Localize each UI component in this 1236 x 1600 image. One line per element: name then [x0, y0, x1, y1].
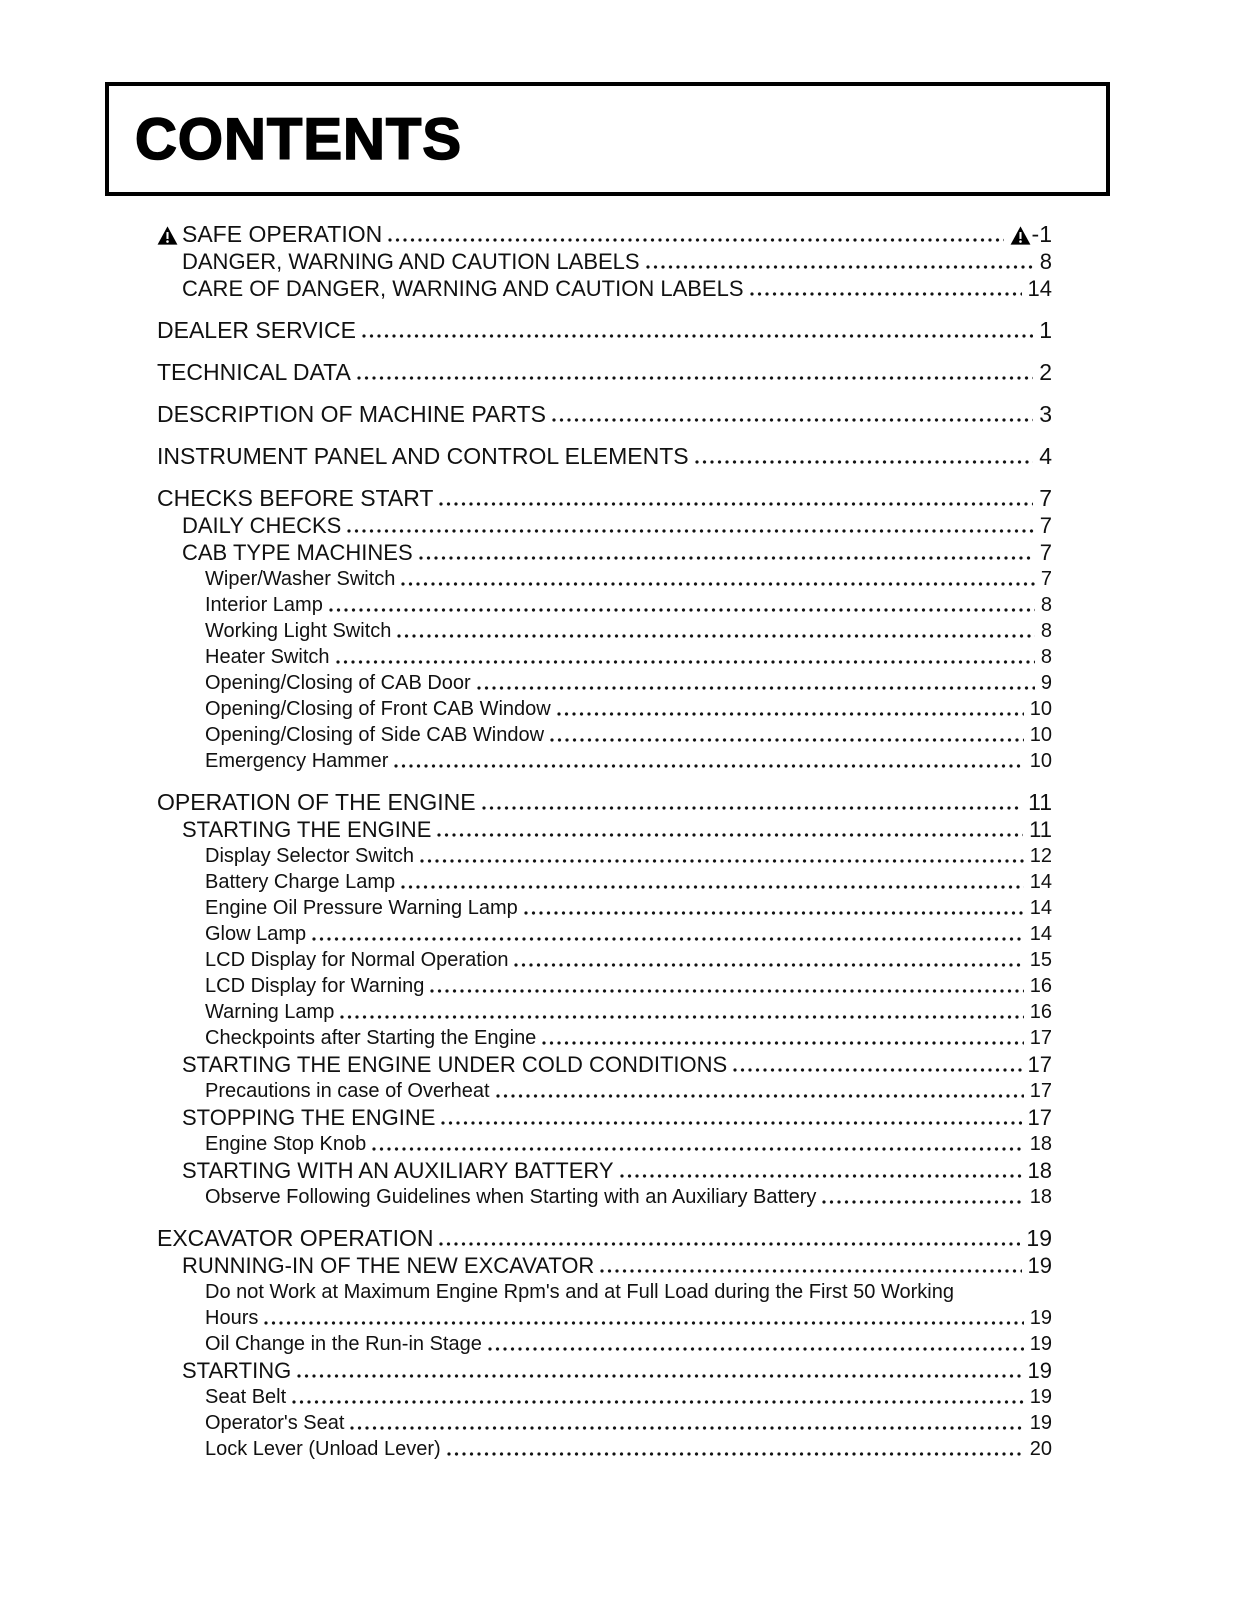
dot-leader	[488, 1347, 1024, 1351]
toc-entry	[157, 843, 1052, 869]
dot-leader	[297, 1374, 1021, 1378]
toc-entry	[157, 1252, 1052, 1279]
toc-entry-page	[1030, 1410, 1052, 1436]
toc-entry	[157, 1157, 1052, 1184]
toc-entry	[157, 317, 1052, 344]
dot-leader	[439, 1242, 1020, 1246]
dot-leader	[514, 963, 1023, 967]
toc-entry-page	[1030, 921, 1052, 947]
toc-entry-page	[1030, 1384, 1052, 1410]
toc-entry-page	[1030, 895, 1052, 921]
toc-entry-label: STARTING THE ENGINE UNDER COLD CONDITIONS	[182, 1052, 728, 1077]
dot-leader	[430, 989, 1023, 993]
dot-leader	[822, 1200, 1023, 1204]
toc-entry	[157, 670, 1052, 696]
toc-entry-page-number: 18	[1029, 1186, 1052, 1208]
toc-group	[157, 443, 1052, 470]
toc-entry-label: Hours	[205, 1307, 259, 1329]
toc-entry-page	[1028, 1104, 1052, 1131]
toc-entry-page-number: 11	[1029, 817, 1052, 842]
toc-entry-label: LCD Display for Warning	[205, 975, 425, 997]
toc-entry	[157, 618, 1052, 644]
toc-entry	[157, 1305, 1052, 1331]
toc-entry-page-number: 19	[1029, 1307, 1052, 1329]
toc-entry-page-number: 14	[1029, 923, 1052, 945]
toc-entry	[157, 921, 1052, 947]
toc-entry-page	[1040, 512, 1052, 539]
dot-leader	[362, 334, 1033, 338]
toc-entry-page-number: 2	[1039, 359, 1052, 385]
toc-entry-label: Opening/Closing of Side CAB Window	[205, 724, 545, 746]
dot-leader	[542, 1041, 1023, 1045]
toc-entry	[157, 1104, 1052, 1131]
dot-leader	[388, 238, 1003, 242]
toc-entry-label: DANGER, WARNING AND CAUTION LABELS	[182, 249, 640, 274]
toc-entry-label: Glow Lamp	[205, 923, 307, 945]
dot-leader	[419, 556, 1034, 560]
page-title: CONTENTS	[135, 106, 462, 172]
toc-entry-page-number: 15	[1029, 949, 1052, 971]
toc-entry-label: TECHNICAL DATA	[157, 359, 351, 385]
dot-leader	[350, 1426, 1023, 1430]
toc-entry-page	[1039, 443, 1052, 470]
toc-entry-page	[1040, 248, 1052, 275]
toc-entry	[157, 1357, 1052, 1384]
toc-entry-page	[1041, 670, 1052, 696]
toc-entry-page-number: 19	[1027, 1253, 1052, 1278]
toc-entry-page-number: 14	[1027, 276, 1052, 301]
toc-entry-page-number: 10	[1029, 724, 1052, 746]
toc-entry-page-number: 8	[1040, 594, 1052, 616]
toc-group	[157, 1225, 1052, 1462]
dot-leader	[437, 833, 1023, 837]
toc-entry-page	[1030, 973, 1052, 999]
toc-entry-page	[1030, 748, 1052, 774]
toc-entry	[157, 1384, 1052, 1410]
toc-entry-label: Battery Charge Lamp	[205, 871, 396, 893]
dot-leader	[552, 418, 1033, 422]
toc-entry-page-number: 8	[1039, 249, 1052, 274]
toc-entry-page-number: 19	[1027, 1358, 1052, 1383]
toc-entry-page-number: 10	[1029, 698, 1052, 720]
toc-entry-page	[1028, 789, 1052, 816]
toc-entry	[157, 359, 1052, 386]
toc-entry-page	[1030, 1305, 1052, 1331]
toc-entry	[157, 696, 1052, 722]
toc-entry-label: RUNNING-IN OF THE NEW EXCAVATOR	[182, 1253, 595, 1278]
dot-leader	[646, 265, 1034, 269]
dot-leader	[329, 608, 1035, 612]
toc-entry-label: Observe Following Guidelines when Starting with an Auxiliary Battery	[205, 1186, 817, 1208]
toc-entry-label: Do not Work at Maximum Engine Rpm's and at Full Load during the First 50 Working	[205, 1281, 954, 1303]
dot-leader	[600, 1269, 1021, 1273]
toc-entry-page	[1039, 359, 1052, 386]
dot-leader	[347, 529, 1033, 533]
toc-entry	[157, 947, 1052, 973]
dot-leader	[336, 660, 1035, 664]
toc-entry-page	[1030, 1078, 1052, 1104]
toc-entry-label: CAB TYPE MACHINES	[182, 540, 413, 565]
toc-entry-page-number: 16	[1029, 975, 1052, 997]
toc-entry-label: Wiper/Washer Switch	[205, 568, 396, 590]
toc-entry	[157, 1051, 1052, 1078]
toc-entry-page-number: 18	[1029, 1133, 1052, 1155]
toc-entry-page-number: 3	[1039, 401, 1052, 427]
toc-entry-label: Operator's Seat	[205, 1412, 345, 1434]
toc-entry-label: Oil Change in the Run-in Stage	[205, 1333, 482, 1355]
toc-entry-page	[1041, 566, 1052, 592]
toc-entry	[157, 973, 1052, 999]
toc-entry	[157, 248, 1052, 275]
toc-entry-page	[1028, 1357, 1052, 1384]
dot-leader	[394, 764, 1023, 768]
toc-entry-page-number: 17	[1029, 1027, 1052, 1049]
toc-entry-label: Interior Lamp	[205, 594, 323, 616]
toc-entry	[157, 816, 1052, 843]
toc-entry-page	[1030, 869, 1052, 895]
toc-entry-label: INSTRUMENT PANEL AND CONTROL ELEMENTS	[157, 443, 689, 469]
toc-entry-label: Seat Belt	[205, 1386, 287, 1408]
toc-entry-page	[1041, 644, 1052, 670]
contents-title-box	[105, 82, 1110, 196]
dot-leader	[357, 376, 1033, 380]
toc-group	[157, 317, 1052, 344]
toc-entry-page	[1028, 1252, 1052, 1279]
toc-entry	[157, 1410, 1052, 1436]
toc-entry-page	[1041, 592, 1052, 618]
toc-entry-page-number: 20	[1029, 1438, 1052, 1460]
toc-entry-page	[1026, 1225, 1052, 1252]
toc-entry-page	[1041, 618, 1052, 644]
toc-entry	[157, 644, 1052, 670]
dot-leader	[695, 460, 1034, 464]
dot-leader	[312, 937, 1024, 941]
toc-entry-label: CHECKS BEFORE START	[157, 485, 434, 511]
toc-entry-page	[1010, 221, 1052, 248]
toc-entry-page-number: 11	[1028, 789, 1052, 815]
dot-leader	[750, 292, 1022, 296]
toc-entry-page	[1030, 1025, 1052, 1051]
toc-group	[157, 221, 1052, 302]
toc-entry-page-number: 8	[1040, 646, 1052, 668]
toc-entry	[157, 999, 1052, 1025]
toc-entry-page-number: 9	[1040, 672, 1052, 694]
dot-leader	[482, 806, 1022, 810]
toc-entry-page-number: 8	[1040, 620, 1052, 642]
toc-entry	[157, 1279, 1052, 1305]
toc-entry	[157, 1436, 1052, 1462]
toc-entry-page-number: 19	[1029, 1386, 1052, 1408]
toc-entry	[157, 869, 1052, 895]
toc-entry-page	[1039, 401, 1052, 428]
dot-leader	[439, 502, 1033, 506]
toc-entry-page-number: 19	[1029, 1333, 1052, 1355]
toc-entry-page	[1030, 1184, 1052, 1210]
toc-entry	[157, 1131, 1052, 1157]
toc-entry-label: OPERATION OF THE ENGINE	[157, 789, 476, 815]
toc-entry	[157, 722, 1052, 748]
dot-leader	[524, 911, 1024, 915]
dot-leader	[292, 1400, 1024, 1404]
toc-entry	[157, 443, 1052, 470]
toc-entry-page	[1030, 696, 1052, 722]
dot-leader	[372, 1147, 1024, 1151]
toc-entry	[157, 566, 1052, 592]
toc-entry-label: SAFE OPERATION	[182, 221, 383, 247]
toc-entry-label: Heater Switch	[205, 646, 330, 668]
dot-leader	[401, 582, 1034, 586]
toc-entry	[157, 401, 1052, 428]
toc-entry-page-number: 19	[1029, 1412, 1052, 1434]
toc-entry-page	[1030, 722, 1052, 748]
toc-entry-label: DESCRIPTION OF MACHINE PARTS	[157, 401, 546, 427]
toc-entry	[157, 1331, 1052, 1357]
toc-entry-label: Engine Stop Knob	[205, 1133, 367, 1155]
toc-entry-page-number: 14	[1029, 897, 1052, 919]
toc-entry-page-number: 7	[1039, 513, 1052, 538]
toc-entry-page-number: 17	[1029, 1080, 1052, 1102]
toc-entry-label: CARE OF DANGER, WARNING AND CAUTION LABELS	[182, 276, 744, 301]
warning-triangle-icon	[157, 226, 178, 245]
toc-entry-page-number: 16	[1029, 1001, 1052, 1023]
toc-entry-label: Opening/Closing of CAB Door	[205, 672, 471, 694]
toc-entry-page	[1030, 999, 1052, 1025]
toc-entry-page-number: 7	[1039, 540, 1052, 565]
toc-entry-page-number: 4	[1039, 443, 1052, 469]
dot-leader	[447, 1452, 1024, 1456]
toc-entry-page-number: 19	[1026, 1225, 1052, 1251]
toc-group	[157, 401, 1052, 428]
dot-leader	[550, 738, 1024, 742]
dot-leader	[733, 1068, 1021, 1072]
toc-entry-label: STARTING THE ENGINE	[182, 817, 432, 842]
dot-leader	[397, 634, 1034, 638]
toc-list	[157, 221, 1052, 1477]
toc-entry-page	[1030, 947, 1052, 973]
toc-entry-label: Warning Lamp	[205, 1001, 335, 1023]
toc-entry-page-number: 14	[1029, 871, 1052, 893]
toc-entry-page	[1040, 539, 1052, 566]
toc-entry-label: Precautions in case of Overheat	[205, 1080, 490, 1102]
toc-entry-label: Checkpoints after Starting the Engine	[205, 1027, 537, 1049]
toc-entry	[157, 592, 1052, 618]
toc-entry	[157, 1184, 1052, 1210]
toc-entry	[157, 539, 1052, 566]
toc-entry-page	[1029, 816, 1052, 843]
toc-entry-label: DAILY CHECKS	[182, 513, 342, 538]
dot-leader	[557, 712, 1024, 716]
toc-entry-label: STARTING WITH AN AUXILIARY BATTERY	[182, 1158, 614, 1183]
dot-leader	[477, 686, 1035, 690]
toc-entry	[157, 789, 1052, 816]
toc-group	[157, 789, 1052, 1210]
dot-leader	[420, 859, 1024, 863]
toc-entry	[157, 485, 1052, 512]
toc-entry-page	[1028, 1157, 1052, 1184]
dot-leader	[401, 885, 1024, 889]
toc-entry	[157, 1078, 1052, 1104]
toc-entry-page-number: 7	[1039, 485, 1052, 511]
toc-entry	[157, 1225, 1052, 1252]
toc-entry-label: STOPPING THE ENGINE	[182, 1105, 436, 1130]
toc-entry-label: LCD Display for Normal Operation	[205, 949, 509, 971]
toc-entry	[157, 221, 1052, 248]
toc-entry-page	[1028, 275, 1052, 302]
toc-entry-label: STARTING	[182, 1358, 292, 1383]
toc-entry-label: Engine Oil Pressure Warning Lamp	[205, 897, 518, 919]
toc-entry-page-number: 10	[1029, 750, 1052, 772]
toc-entry-page-number: 7	[1040, 568, 1052, 590]
toc-group	[157, 359, 1052, 386]
dot-leader	[620, 1174, 1022, 1178]
toc-entry-page-number: 17	[1027, 1052, 1052, 1077]
toc-entry-label: Working Light Switch	[205, 620, 392, 642]
toc-entry-page-number: 1	[1039, 317, 1052, 343]
toc-entry-page-number: -1	[1031, 221, 1052, 247]
toc-entry-page	[1030, 843, 1052, 869]
dot-leader	[496, 1094, 1024, 1098]
toc-entry	[157, 1025, 1052, 1051]
toc-entry-page	[1030, 1131, 1052, 1157]
toc-entry	[157, 275, 1052, 302]
dot-leader	[340, 1015, 1023, 1019]
toc-group	[157, 485, 1052, 774]
toc-entry-page-number: 18	[1027, 1158, 1052, 1183]
toc-entry-label: Emergency Hammer	[205, 750, 389, 772]
dot-leader	[441, 1121, 1021, 1125]
toc-entry	[157, 895, 1052, 921]
toc-entry-label: Opening/Closing of Front CAB Window	[205, 698, 551, 720]
toc-entry	[157, 748, 1052, 774]
toc-entry-page	[1030, 1331, 1052, 1357]
toc-entry-page	[1039, 317, 1052, 344]
toc-entry-page	[1039, 485, 1052, 512]
dot-leader	[264, 1321, 1023, 1325]
toc-entry-label: Display Selector Switch	[205, 845, 414, 867]
warning-triangle-icon	[1010, 226, 1031, 245]
toc-entry-label: Lock Lever (Unload Lever)	[205, 1438, 441, 1460]
toc-entry-label: DEALER SERVICE	[157, 317, 356, 343]
toc-entry	[157, 512, 1052, 539]
toc-entry-page	[1030, 1436, 1052, 1462]
toc-entry-page	[1028, 1051, 1052, 1078]
toc-entry-label: EXCAVATOR OPERATION	[157, 1225, 434, 1251]
toc-entry-page-number: 12	[1029, 845, 1052, 867]
toc-entry-page-number: 17	[1027, 1105, 1052, 1130]
